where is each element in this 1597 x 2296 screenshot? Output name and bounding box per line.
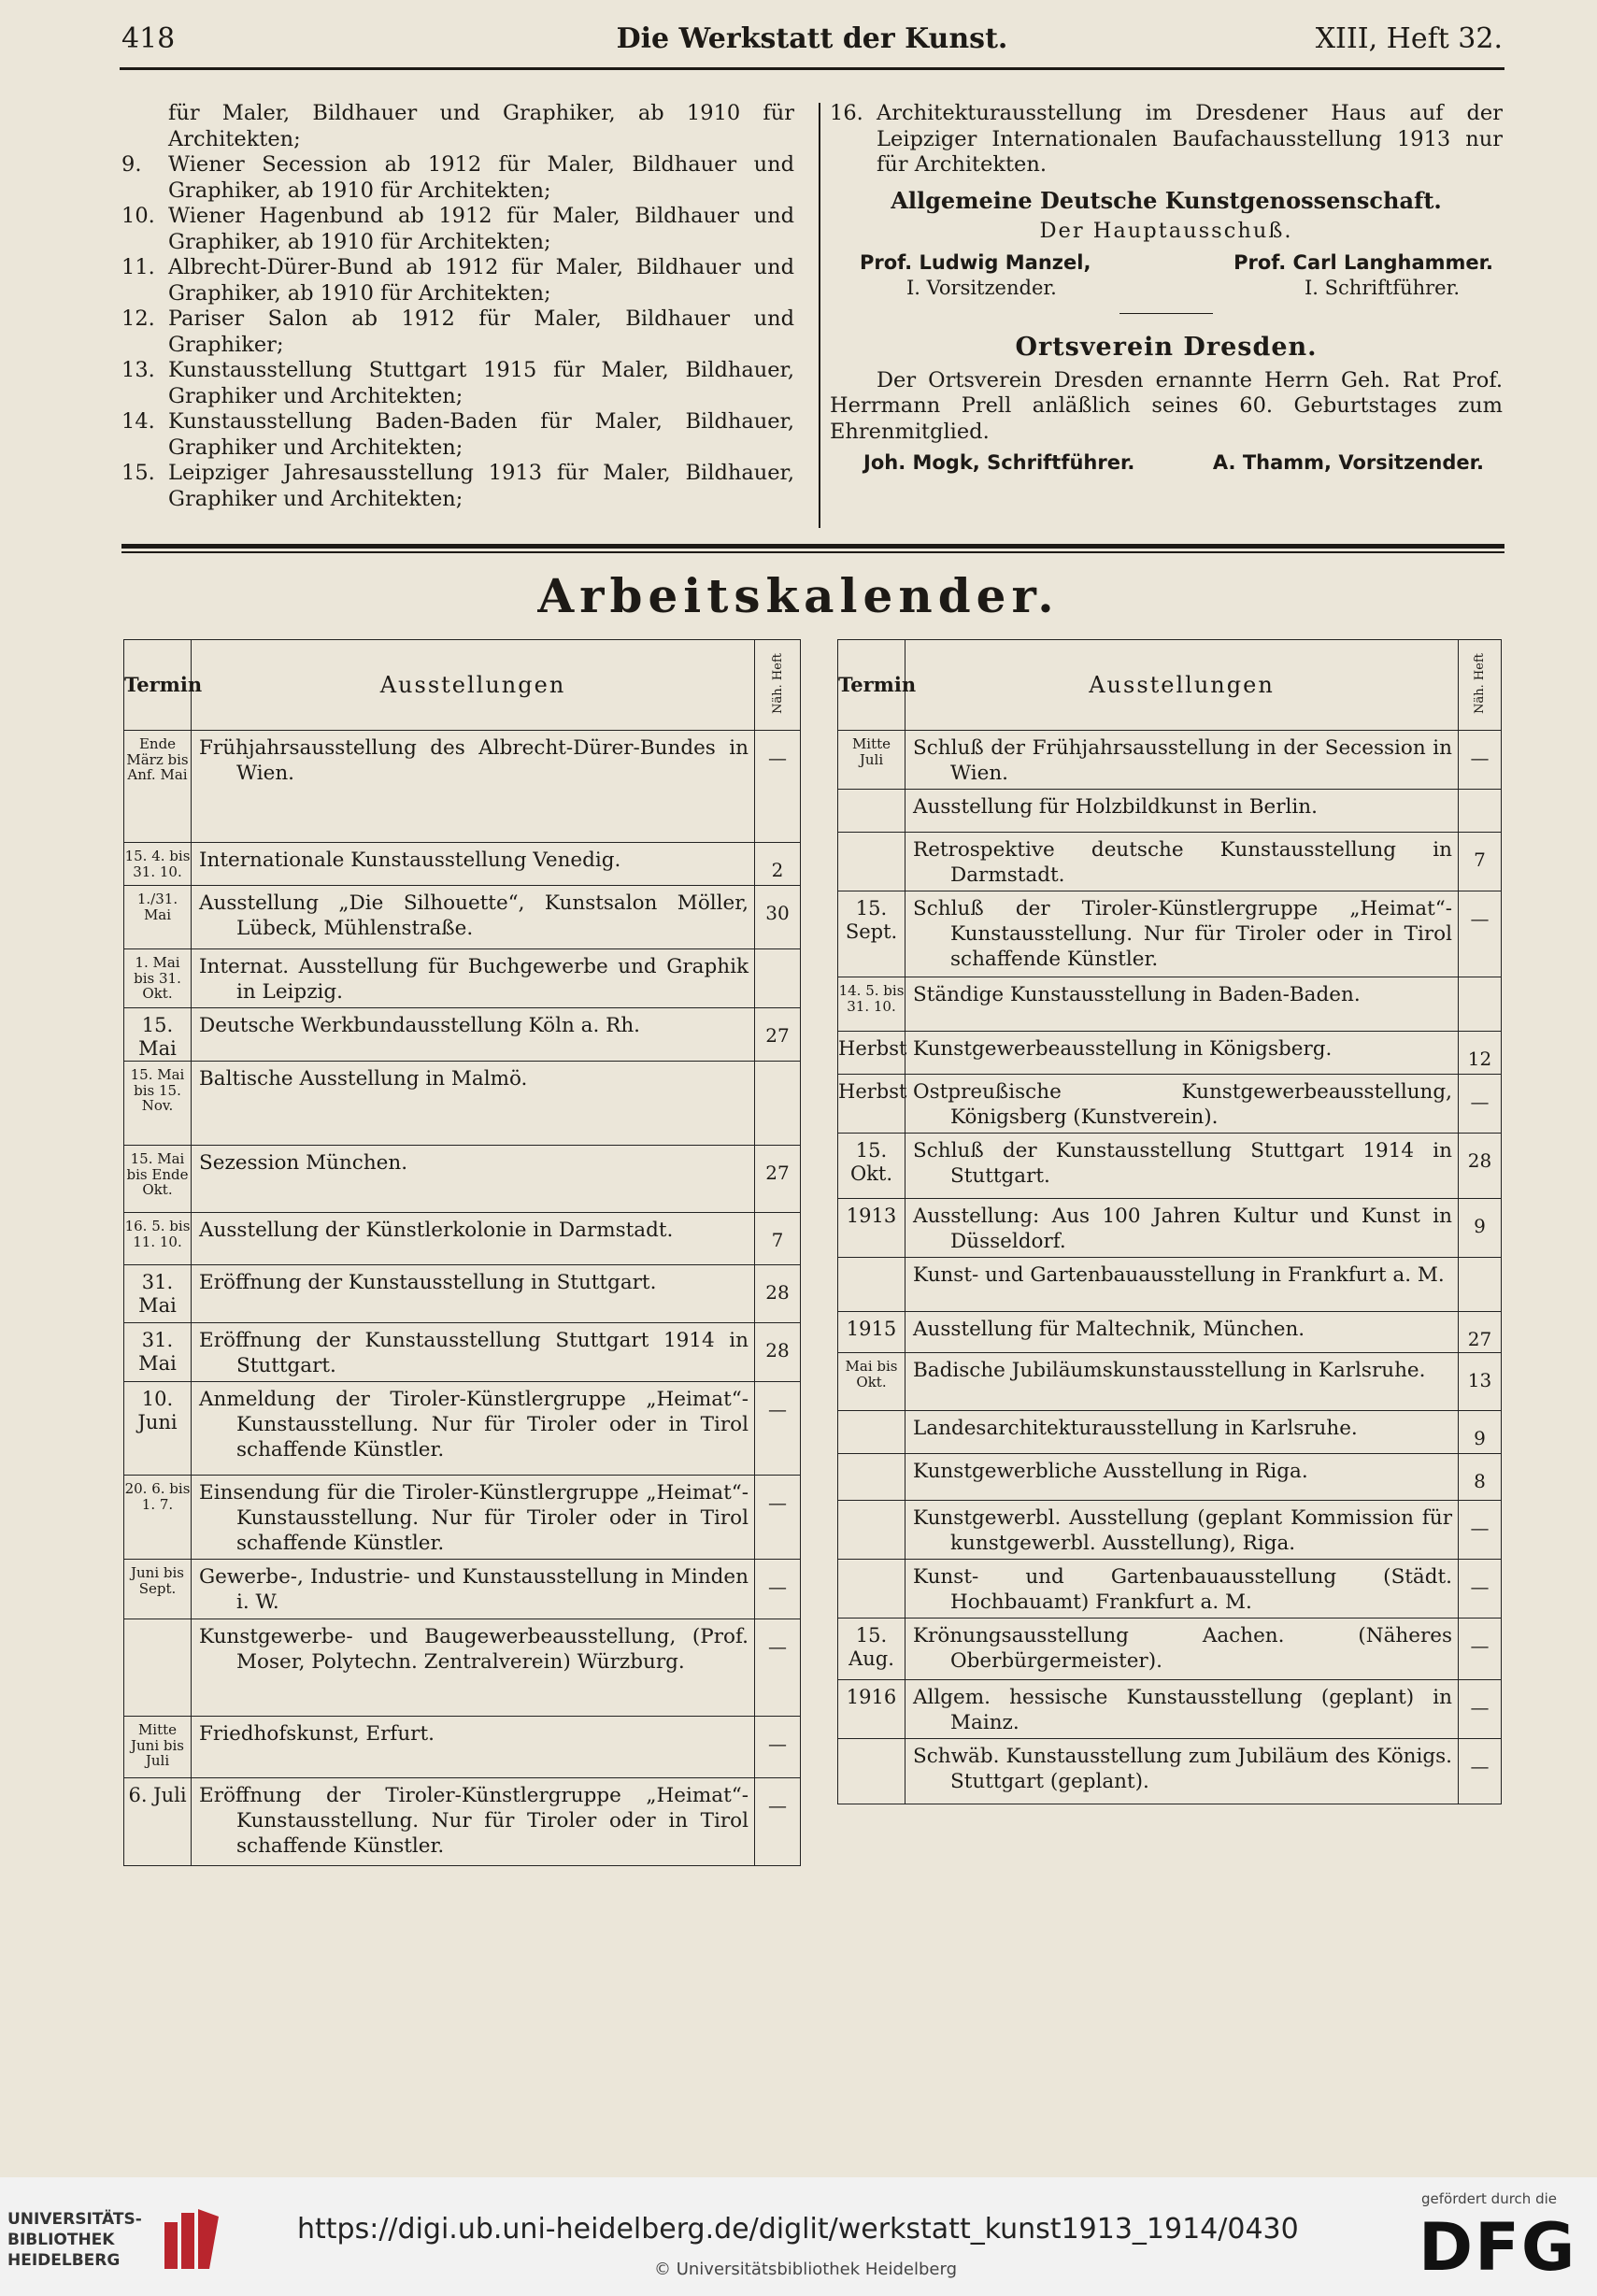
calendar-row <box>838 1411 1502 1454</box>
exhibition-cell <box>192 1476 755 1560</box>
termin-cell: 1913 <box>838 1199 905 1258</box>
exhibition-text: Kunst- und Gartenbauausstellung in Frankfurt a. M. <box>913 1263 1445 1287</box>
exhibition-cell <box>905 833 1459 891</box>
calendar-row <box>838 790 1502 833</box>
calendar-row <box>838 1501 1502 1560</box>
funder-label: gefördert durch die <box>1421 2190 1557 2207</box>
heft-cell: 27 <box>1459 1312 1502 1353</box>
calendar-row <box>124 1560 801 1619</box>
termin-cell: 15. Sept. <box>838 891 905 977</box>
signature-names: Prof. Ludwig Manzel, Prof. Carl Langhammer. <box>860 250 1493 274</box>
heft-cell: 7 <box>1459 833 1502 891</box>
exhibition-text: Ausstellung für Holzbildkunst in Berlin. <box>913 795 1318 819</box>
exhibition-text: Deutsche Werkbundausstellung Köln a. Rh. <box>199 1014 641 1037</box>
termin-cell: 20. 6. bis 1. 7. <box>124 1476 192 1560</box>
ortsverein-heading: Ortsverein Dresden. <box>1015 333 1318 362</box>
heft-cell: — <box>1459 1680 1502 1739</box>
exhibition-cell <box>192 1382 755 1476</box>
termin-cell: Mitte Juni bis Juli <box>124 1717 192 1778</box>
exhibition-cell <box>192 1323 755 1382</box>
calendar-row <box>124 1476 801 1560</box>
exhibition-text: Anmeldung der Tiroler-Künstlergruppe „Heimat“-Kunstausstellung. Nur für Tiroler oder in Tirol schaffende Künstler. <box>199 1388 749 1462</box>
calendar-row <box>124 1717 801 1778</box>
calendar-row <box>838 1258 1502 1312</box>
heft-cell: 13 <box>1459 1353 1502 1411</box>
column-header-termin: Termin <box>124 640 192 731</box>
heft-cell <box>1459 977 1502 1032</box>
heft-cell: — <box>755 1778 801 1866</box>
exhibition-text: Schluß der Kunstausstellung Stuttgart 1914 in Stuttgart. <box>913 1139 1452 1188</box>
list-item: 15. Leipziger Jahresausstellung 1913 für Maler, Bildhauer, Graphiker und Architekten; <box>121 461 794 511</box>
calendar-row <box>838 1560 1502 1619</box>
termin-cell: Mitte Juli <box>838 731 905 790</box>
org-subheading: Der Hauptausschuß. <box>1039 219 1293 243</box>
exhibition-cell <box>192 1265 755 1323</box>
exhibition-text: Eröffnung der Kunstausstellung Stuttgart 1914 in Stuttgart. <box>199 1329 749 1377</box>
heft-cell: 2 <box>755 843 801 886</box>
termin-cell: 15. 4. bis 31. 10. <box>124 843 192 886</box>
termin-cell <box>838 1739 905 1804</box>
exhibition-cell <box>192 886 755 949</box>
list-item: 9. Wiener Secession ab 1912 für Maler, Bildhauer und Graphiker, ab 1910 für Architekten; <box>121 152 794 203</box>
exhibition-text: Kunstgewerbeausstellung in Königsberg. <box>913 1037 1333 1061</box>
list-item: 14. Kunstausstellung Baden-Baden für Maler, Bildhauer, Graphiker und Architekten; <box>121 409 794 460</box>
list-item: 16. Architekturausstellung im Dresdener Haus auf der Leipziger Internationalen Baufachausstellung 1913 nur für Architekten. <box>830 101 1503 177</box>
exhibition-text: Internationale Kunstausstellung Venedig. <box>199 849 621 872</box>
exhibition-text: Schluß der Tiroler-Künstlergruppe „Heimat“-Kunstausstellung. Nur für Tiroler oder in Tirol schaffende Künstler. <box>913 897 1452 971</box>
heft-cell: — <box>755 1619 801 1717</box>
calendar-row <box>838 1199 1502 1258</box>
signature-roles: I. Vorsitzender. I. Schriftführer. <box>906 277 1460 299</box>
heft-cell: 27 <box>755 1146 801 1213</box>
calendar-row <box>838 1619 1502 1680</box>
exhibition-cell <box>905 1680 1459 1739</box>
permalink[interactable]: https://digi.ub.uni-heidelberg.de/diglit/werkstatt_kunst1913_1914/0430 <box>297 2213 1299 2246</box>
calendar-row <box>124 1265 801 1323</box>
exhibition-text: Landesarchitekturausstellung in Karlsruhe. <box>913 1417 1358 1440</box>
calendar-row <box>838 1134 1502 1199</box>
column-divider <box>819 103 820 528</box>
calendar-row <box>838 1312 1502 1353</box>
heft-cell: — <box>1459 1501 1502 1560</box>
table-header-row <box>124 640 801 731</box>
viewer-footer <box>0 2177 1597 2296</box>
exhibition-cell <box>905 1560 1459 1619</box>
exhibition-text: Gewerbe-, Industrie- und Kunstausstellung in Minden i. W. <box>199 1565 749 1614</box>
exhibition-text: Ständige Kunstausstellung in Baden-Baden. <box>913 983 1361 1006</box>
library-logo-icon <box>161 2205 222 2271</box>
heft-cell: — <box>755 1560 801 1619</box>
termin-cell: 1. Mai bis 31. Okt. <box>124 949 192 1008</box>
exhibition-text: Kunstgewerbe- und Baugewerbeausstellung, (Prof. Moser, Polytechn. Zentralverein) Würzburg. <box>199 1625 749 1674</box>
section-heavy-rule <box>121 544 1504 549</box>
exhibition-cell <box>192 731 755 843</box>
exhibition-text: Schluß der Frühjahrsausstellung in der Secession in Wien. <box>913 736 1452 785</box>
heft-cell: 9 <box>1459 1411 1502 1454</box>
heft-cell: 7 <box>755 1213 801 1265</box>
exhibition-cell <box>905 731 1459 790</box>
heft-cell: — <box>1459 731 1502 790</box>
exhibition-text: Ausstellung der Künstlerkolonie in Darmstadt. <box>199 1219 674 1242</box>
calendar-row <box>838 891 1502 977</box>
column-header-heft: Näh. Heft <box>1459 640 1502 731</box>
heft-cell: — <box>1459 1075 1502 1134</box>
org-heading: Allgemeine Deutsche Kunstgenossenschaft. <box>891 186 1442 214</box>
exhibition-cell <box>905 1411 1459 1454</box>
heft-cell: 12 <box>1459 1032 1502 1075</box>
exhibition-text: Kunstgewerbliche Ausstellung in Riga. <box>913 1460 1308 1483</box>
calendar-row <box>124 1146 801 1213</box>
termin-cell: 15. Okt. <box>838 1134 905 1199</box>
exhibition-cell <box>905 1353 1459 1411</box>
exhibition-cell <box>905 790 1459 833</box>
exhibition-text: Frühjahrsausstellung des Albrecht-Dürer-Bundes in Wien. <box>199 736 749 785</box>
eligibility-list <box>121 152 794 512</box>
page-number: 418 <box>121 22 176 55</box>
heft-cell: 28 <box>755 1265 801 1323</box>
calendar-row <box>124 886 801 949</box>
column-header-heft: Näh. Heft <box>755 640 801 731</box>
exhibition-cell <box>905 1199 1459 1258</box>
heft-cell: 28 <box>1459 1134 1502 1199</box>
list-item: 13. Kunstausstellung Stuttgart 1915 für Maler, Bildhauer, Graphiker und Architekten; <box>121 358 794 408</box>
termin-cell: 15. Mai bis Ende Okt. <box>124 1146 192 1213</box>
calendar-row <box>838 833 1502 891</box>
ortsverein-notice: Der Ortsverein Dresden ernannte Herrn Geh. Rat Prof. Herrmann Prell anläßlich seines 60. Geburtstages zum Ehrenmitglied. <box>830 367 1503 444</box>
exhibition-cell <box>905 1134 1459 1199</box>
exhibition-text: Ausstellung „Die Silhouette“, Kunstsalon Möller, Lübeck, Mühlenstraße. <box>199 891 749 940</box>
termin-cell <box>838 1411 905 1454</box>
calendar-title: Arbeitskalender. <box>537 568 1060 623</box>
heft-cell <box>755 949 801 1008</box>
heft-cell: 28 <box>755 1323 801 1382</box>
calendar-row <box>838 977 1502 1032</box>
exhibition-text: Kunst- und Gartenbauausstellung (Städt. Hochbauamt) Frankfurt a. M. <box>913 1565 1452 1614</box>
heft-cell: — <box>755 1717 801 1778</box>
termin-cell: 31. Mai <box>124 1265 192 1323</box>
exhibition-cell <box>192 1619 755 1717</box>
list-item: 11. Albrecht-Dürer-Bund ab 1912 für Maler, Bildhauer und Graphiker, ab 1910 für Architekten; <box>121 255 794 306</box>
exhibition-text: Badische Jubiläumskunstausstellung in Karlsruhe. <box>913 1359 1426 1382</box>
header-rule <box>120 67 1504 70</box>
calendar-table-right <box>837 639 1502 1804</box>
termin-cell: 6. Juli <box>124 1778 192 1866</box>
termin-cell: 15. Mai bis 15. Nov. <box>124 1062 192 1146</box>
column-header-termin: Termin <box>838 640 905 731</box>
heft-cell: — <box>1459 1739 1502 1804</box>
section-rule <box>1119 313 1213 315</box>
exhibition-text: Ausstellung für Maltechnik, München. <box>913 1318 1305 1341</box>
exhibition-text: Kunstgewerbl. Ausstellung (geplant Kommission für kunstgewerbl. Ausstellung), Riga. <box>913 1506 1452 1555</box>
right-text-column <box>830 101 1503 477</box>
exhibition-text: Ostpreußische Kunstgewerbeausstellung, Königsberg (Kunstverein). <box>913 1080 1452 1129</box>
calendar-row <box>124 1008 801 1062</box>
heft-cell: — <box>755 1476 801 1560</box>
calendar-row <box>838 1454 1502 1501</box>
termin-cell: 15. Aug. <box>838 1619 905 1680</box>
exhibition-cell <box>905 1454 1459 1501</box>
calendar-row <box>838 1075 1502 1134</box>
heft-cell: — <box>1459 1619 1502 1680</box>
library-name: UNIVERSITÄTS- BIBLIOTHEK HEIDELBERG <box>7 2210 142 2270</box>
table-header-row <box>838 640 1502 731</box>
calendar-row <box>124 1382 801 1476</box>
heft-cell: 9 <box>1459 1199 1502 1258</box>
exhibition-cell <box>192 949 755 1008</box>
exhibition-cell <box>905 1075 1459 1134</box>
termin-cell <box>838 1258 905 1312</box>
column-header-ausstellungen: Ausstellungen <box>192 640 755 731</box>
calendar-row <box>124 731 801 843</box>
exhibition-cell <box>905 1312 1459 1353</box>
exhibition-cell <box>192 1778 755 1866</box>
heft-cell: 27 <box>755 1008 801 1062</box>
exhibition-cell <box>905 1501 1459 1560</box>
exhibition-text: Allgem. hessische Kunstausstellung (geplant) in Mainz. <box>913 1686 1452 1734</box>
exhibition-cell <box>192 1008 755 1062</box>
dfg-logo: DFG <box>1419 2209 1577 2286</box>
exhibition-text: Einsendung für die Tiroler-Künstlergruppe „Heimat“-Kunstausstellung. Nur für Tiroler oder in Tirol schaffende Künstler. <box>199 1481 749 1555</box>
termin-cell: Juni bis Sept. <box>124 1560 192 1619</box>
heft-cell: — <box>755 1382 801 1476</box>
list-item: 10. Wiener Hagenbund ab 1912 für Maler, Bildhauer und Graphiker, ab 1910 für Architekten; <box>121 204 794 254</box>
exhibition-text: Friedhofskunst, Erfurt. <box>199 1722 435 1746</box>
calendar-row <box>838 731 1502 790</box>
journal-title: Die Werkstatt der Kunst. <box>616 22 1008 55</box>
exhibition-text: Schwäb. Kunstausstellung zum Jubiläum des Königs. Stuttgart (geplant). <box>913 1745 1452 1793</box>
termin-cell: 15. Mai <box>124 1008 192 1062</box>
exhibition-cell <box>192 1062 755 1146</box>
calendar-row <box>838 1032 1502 1075</box>
calendar-row <box>124 949 801 1008</box>
exhibition-text: Sezession München. <box>199 1151 408 1175</box>
exhibition-cell <box>905 1258 1459 1312</box>
termin-cell: Herbst <box>838 1075 905 1134</box>
termin-cell: 31. Mai <box>124 1323 192 1382</box>
column-header-ausstellungen: Ausstellungen <box>905 640 1459 731</box>
exhibition-cell <box>905 891 1459 977</box>
calendar-table-left <box>123 639 801 1866</box>
termin-cell: 1916 <box>838 1680 905 1739</box>
termin-cell: 14. 5. bis 31. 10. <box>838 977 905 1032</box>
calendar-row <box>124 1062 801 1146</box>
list-continuation: für Maler, Bildhauer und Graphiker, ab 1910 für Architekten; <box>168 101 794 151</box>
running-header <box>121 22 1503 65</box>
termin-cell <box>838 1560 905 1619</box>
calendar-row <box>124 1778 801 1866</box>
exhibition-text: Ausstellung: Aus 100 Jahren Kultur und Kunst in Düsseldorf. <box>913 1205 1452 1253</box>
termin-cell: Mai bis Okt. <box>838 1353 905 1411</box>
section-thin-rule <box>121 551 1504 553</box>
exhibition-cell <box>905 1619 1459 1680</box>
termin-cell <box>838 790 905 833</box>
heft-cell <box>755 1062 801 1146</box>
termin-cell <box>124 1619 192 1717</box>
heft-cell: 8 <box>1459 1454 1502 1501</box>
heft-cell: — <box>755 731 801 843</box>
exhibition-cell <box>905 1739 1459 1804</box>
heft-cell: 30 <box>755 886 801 949</box>
calendar-row <box>838 1353 1502 1411</box>
termin-cell: 1915 <box>838 1312 905 1353</box>
calendar-row <box>124 1619 801 1717</box>
heft-cell <box>1459 790 1502 833</box>
copyright-notice: © Universitätsbibliothek Heidelberg <box>654 2260 958 2279</box>
ortsverein-signatures: Joh. Mogk, Schriftführer. A. Thamm, Vorsitzender. <box>863 451 1484 474</box>
calendar-row <box>838 1739 1502 1804</box>
termin-cell <box>838 1501 905 1560</box>
exhibition-text: Baltische Ausstellung in Malmö. <box>199 1067 528 1091</box>
heft-cell: — <box>1459 891 1502 977</box>
termin-cell: 1./31. Mai <box>124 886 192 949</box>
calendar-row <box>124 843 801 886</box>
calendar-row <box>838 1680 1502 1739</box>
termin-cell: Ende März bis Anf. Mai <box>124 731 192 843</box>
exhibition-cell <box>192 1213 755 1265</box>
issue-number: XIII, Heft 32. <box>1315 22 1503 55</box>
exhibition-text: Eröffnung der Kunstausstellung in Stuttgart. <box>199 1271 657 1294</box>
calendar-row <box>124 1213 801 1265</box>
list-item: 12. Pariser Salon ab 1912 für Maler, Bildhauer und Graphiker; <box>121 307 794 357</box>
exhibition-text: Internat. Ausstellung für Buchgewerbe und Graphik in Leipzig. <box>199 955 749 1004</box>
heft-cell <box>1459 1258 1502 1312</box>
exhibition-cell <box>192 1146 755 1213</box>
termin-cell: 10. Juni <box>124 1382 192 1476</box>
termin-cell: 16. 5. bis 11. 10. <box>124 1213 192 1265</box>
exhibition-cell <box>905 977 1459 1032</box>
termin-cell: Herbst <box>838 1032 905 1075</box>
exhibition-text: Krönungsausstellung Aachen. (Näheres Oberbürgermeister). <box>913 1624 1452 1673</box>
exhibition-cell <box>192 1717 755 1778</box>
termin-cell <box>838 833 905 891</box>
exhibition-text: Retrospektive deutsche Kunstausstellung in Darmstadt. <box>913 838 1452 887</box>
exhibition-cell <box>192 1560 755 1619</box>
exhibition-text: Eröffnung der Tiroler-Künstlergruppe „Heimat“-Kunstausstellung. Nur für Tiroler oder in Tirol schaffende Künstler. <box>199 1784 749 1858</box>
exhibition-cell <box>905 1032 1459 1075</box>
termin-cell <box>838 1454 905 1501</box>
left-text-column <box>121 101 794 512</box>
heft-cell: — <box>1459 1560 1502 1619</box>
exhibition-cell <box>192 843 755 886</box>
calendar-row <box>124 1323 801 1382</box>
